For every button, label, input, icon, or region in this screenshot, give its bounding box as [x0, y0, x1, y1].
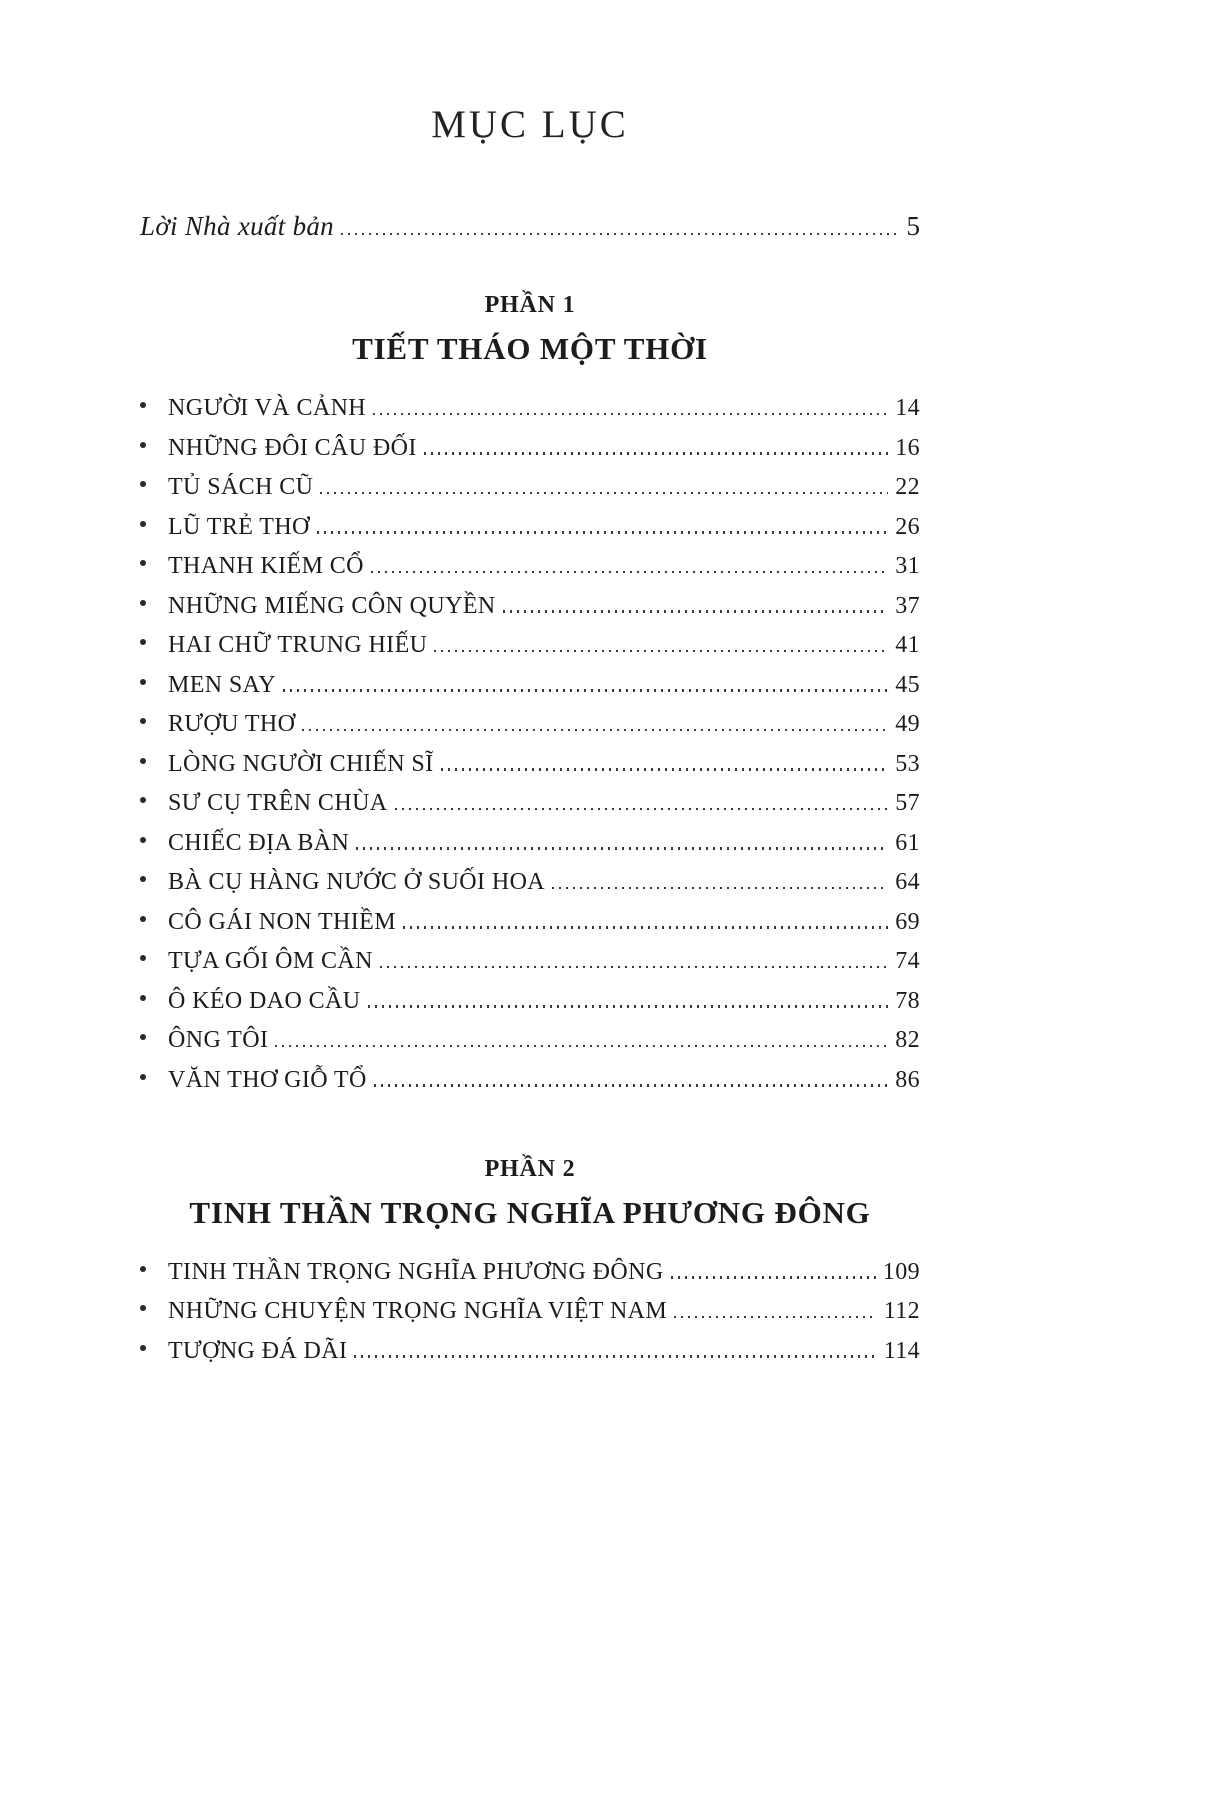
part2-label: PHẦN 2 [484, 1155, 576, 1182]
dot-leader [354, 1355, 876, 1357]
toc-entry-page: 64 [895, 869, 920, 895]
toc-entry-title: BÀ CỤ HÀNG NƯỚC Ở SUỐI HOA [168, 869, 546, 895]
toc-entry [140, 514, 920, 541]
toc-entry-title: MEN SAY [168, 671, 276, 698]
bullet-icon [140, 1266, 146, 1272]
dot-leader [356, 847, 888, 849]
toc-entry [140, 435, 920, 462]
toc-entry-title: THANH KIẾM CỔ [168, 553, 364, 579]
dot-leader [424, 452, 888, 454]
dot-leader [341, 233, 900, 235]
toc-entry-title: CHIẾC ĐỊA BÀN [168, 829, 350, 856]
toc-entry-page: 69 [895, 908, 920, 935]
bullet-icon [140, 442, 146, 448]
front-matter-page: 5 [906, 211, 920, 241]
bullet-icon [140, 679, 146, 685]
toc-entry [140, 830, 920, 857]
bullet-icon [140, 560, 146, 566]
toc-entry [140, 1027, 920, 1054]
dot-leader [368, 1005, 889, 1007]
toc-entry-page: 112 [883, 1298, 920, 1324]
bullet-icon [140, 876, 146, 882]
toc-entry-title: Ô KÉO DAO CẦU [168, 987, 361, 1014]
toc-entry [140, 909, 920, 936]
toc-entry-page: 31 [895, 553, 920, 579]
toc-entry-page: 82 [895, 1027, 920, 1053]
toc-entry-title: TỦ SÁCH CŨ [168, 474, 314, 500]
front-matter-entry [140, 211, 920, 242]
toc-entry-page: 16 [895, 434, 920, 461]
bullet-icon [140, 1074, 146, 1080]
part1-title: TIẾT THÁO MỘT THỜI [352, 331, 708, 366]
toc-entry [140, 593, 920, 620]
bullet-icon [140, 1034, 146, 1040]
toc-entry-title: NGƯỜI VÀ CẢNH [168, 395, 367, 421]
toc-entry [140, 672, 920, 699]
toc-entry-page: 86 [895, 1066, 920, 1093]
toc-entry-title: TINH THẦN TRỌNG NGHĨA PHƯƠNG ĐÔNG [168, 1258, 664, 1285]
dot-leader [380, 966, 888, 968]
part2-toc-list [140, 1259, 920, 1365]
front-matter-title: Lời Nhà xuất bản [140, 211, 334, 241]
toc-entry-title: VĂN THƠ GIỖ TỔ [168, 1066, 367, 1093]
toc-entry [140, 1067, 920, 1094]
toc-entry [140, 751, 920, 778]
dot-leader [434, 650, 888, 652]
bullet-icon [140, 600, 146, 606]
toc-entry-page: 22 [895, 474, 920, 500]
dot-leader [320, 492, 888, 494]
toc-entry [140, 395, 920, 422]
bullet-icon [140, 1305, 146, 1311]
dot-leader [302, 729, 888, 731]
toc-entry [140, 790, 920, 817]
toc-entry [140, 474, 920, 501]
toc-entry-title: LŨ TRẺ THƠ [168, 513, 310, 540]
toc-entry-title: RƯỢU THƠ [168, 711, 296, 737]
toc-entry-title: CÔ GÁI NON THIỀM [168, 908, 396, 935]
toc-entry [140, 1338, 920, 1365]
toc-entry [140, 988, 920, 1015]
toc-entry-title: NHỮNG ĐÔI CÂU ĐỐI [168, 434, 417, 461]
toc-entry-title: LÒNG NGƯỜI CHIẾN SĨ [168, 750, 434, 777]
toc-entry [140, 1259, 920, 1286]
toc-entry-page: 45 [895, 671, 920, 698]
toc-entry-title: SƯ CỤ TRÊN CHÙA [168, 790, 388, 816]
toc-entry-title: ÔNG TÔI [168, 1027, 269, 1053]
dot-leader [275, 1045, 888, 1047]
toc-entry-title: TỰA GỐI ÔM CẦN [168, 948, 373, 974]
bullet-icon [140, 521, 146, 527]
toc-entry-page: 37 [895, 592, 920, 619]
toc-entry-page: 57 [895, 790, 920, 816]
dot-leader [441, 768, 889, 770]
toc-entry-page: 26 [895, 513, 920, 540]
part2-title: TINH THẦN TRỌNG NGHĨA PHƯƠNG ĐÔNG [189, 1194, 871, 1230]
bullet-icon [140, 837, 146, 843]
bullet-icon [140, 955, 146, 961]
toc-entry [140, 869, 920, 896]
toc-entry-page: 114 [883, 1337, 920, 1364]
page-title: MỤC LỤC [431, 103, 629, 146]
toc-entry-page: 74 [895, 948, 920, 974]
toc-entry-page: 109 [882, 1258, 920, 1285]
dot-leader [503, 610, 889, 612]
toc-entry [140, 1298, 920, 1325]
toc-entry [140, 632, 920, 659]
part1-label: PHẦN 1 [484, 292, 576, 318]
bullet-icon [140, 639, 146, 645]
bullet-icon [140, 916, 146, 922]
toc-entry-page: 61 [895, 829, 920, 856]
toc-entry-page: 53 [895, 750, 920, 777]
dot-leader [373, 413, 888, 415]
toc-entry-page: 78 [895, 987, 920, 1014]
toc-entry-page: 41 [895, 632, 920, 658]
part1-toc-list [140, 395, 920, 1094]
dot-leader [674, 1316, 877, 1318]
toc-entry-title: TƯỢNG ĐÁ DÃI [168, 1337, 348, 1364]
bullet-icon [140, 995, 146, 1001]
dot-leader [374, 1084, 888, 1086]
dot-leader [395, 808, 889, 810]
toc-entry-title: NHỮNG MIẾNG CÔN QUYỀN [168, 592, 496, 619]
dot-leader [552, 887, 888, 889]
bullet-icon [140, 481, 146, 487]
bullet-icon [140, 797, 146, 803]
toc-entry-page: 14 [895, 395, 920, 421]
dot-leader [403, 926, 888, 928]
toc-entry [140, 948, 920, 975]
toc-entry [140, 553, 920, 580]
bullet-icon [140, 718, 146, 724]
bullet-icon [140, 402, 146, 408]
dot-leader [283, 689, 888, 691]
bullet-icon [140, 758, 146, 764]
dot-leader [671, 1276, 876, 1278]
toc-entry-page: 49 [895, 711, 920, 737]
dot-leader [371, 571, 888, 573]
bullet-icon [140, 1345, 146, 1351]
toc-entry-title: HAI CHỮ TRUNG HIẾU [168, 632, 428, 658]
toc-entry-title: NHỮNG CHUYỆN TRỌNG NGHĨA VIỆT NAM [168, 1298, 668, 1324]
toc-entry [140, 711, 920, 738]
dot-leader [317, 531, 888, 533]
